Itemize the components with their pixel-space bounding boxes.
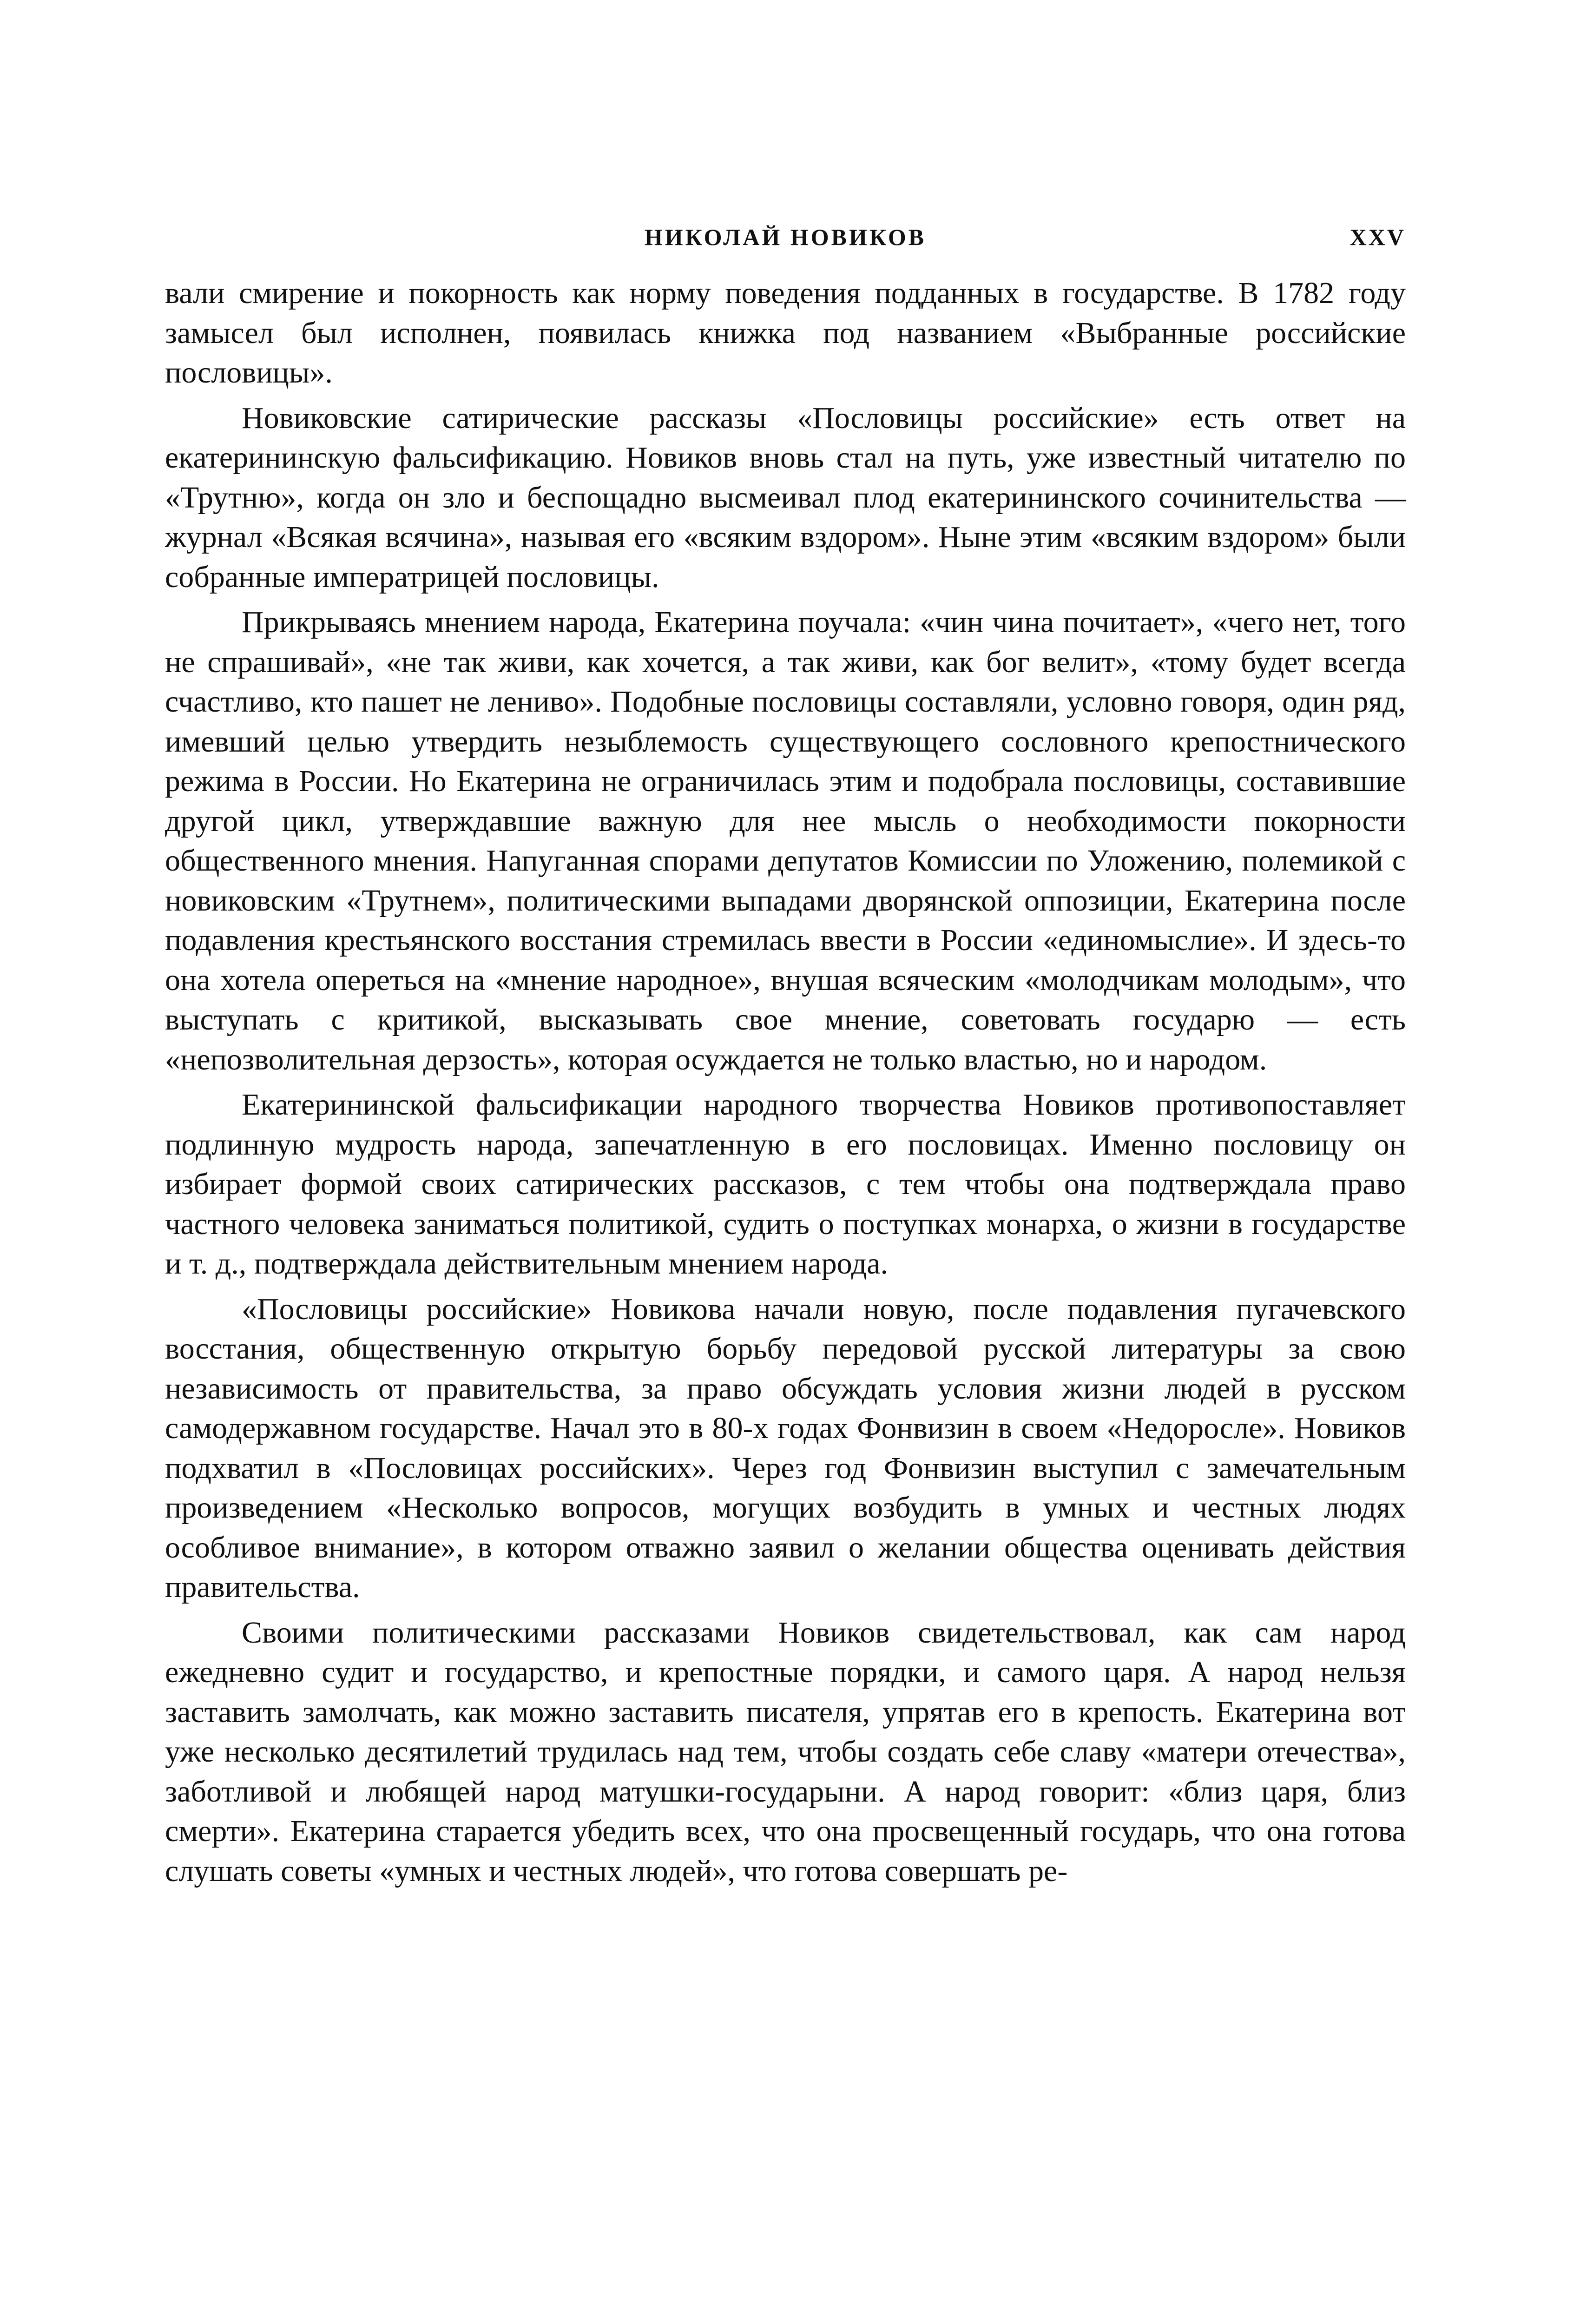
paragraph-4: Екатерининской фальсификации народного творчества Новиков противопоставляет подлинную мудрость народа, запечатленную в его пословицах. Именно пословицу он избирает формой своих сатирических рассказов, с тем чтобы она подтверждала право частного человека заниматься политикой, судить о поступках монарха, о жизни в государстве и т. д., подтверждала действительным мнением народа. [165, 1088, 1406, 1281]
page-number: XXV [1350, 224, 1406, 250]
body-text [165, 273, 1406, 1891]
paragraph-5: «Пословицы российские» Новикова начали новую, после подавления пугачевского восстания, общественную открытую борьбу передовой русской литературы за свою независимость от правительства, за право обсуждать условия жизни людей в русском самодержавном государстве. Начал это в 80-х годах Фонвизин в своем «Недоросле». Новиков подхватил в «Пословицах российских». Через год Фонвизин выступил с замечательным произведением «Несколько вопросов, могущих возбудить в умных и честных людях особливое внимание», в котором отважно заявил о желании общества оценивать действия правительства. [165, 1292, 1406, 1604]
paragraph-2: Новиковские сатирические рассказы «Пословицы российские» есть ответ на екатерининскую фальсификацию. Новиков вновь стал на путь, уже известный читателю по «Трутню», когда он зло и беспощадно высмеивал плод екатерининского сочинительства — журнал «Всякая всячина», называя его «всяким вздором». Ныне этим «всяким вздором» были собранные императрицей пословицы. [165, 401, 1406, 594]
paragraph-1: вали смирение и покорность как норму поведения подданных в государстве. В 1782 году замысел был исполнен, появилась книжка под названием «Выбранные российские пословицы». [165, 276, 1406, 390]
running-title: НИКОЛАЙ НОВИКОВ [644, 224, 927, 250]
running-head [165, 218, 1406, 256]
paragraph-6: Своими политическими рассказами Новиков свидетельствовал, как сам народ ежедневно судит и государство, и крепостные порядки, и самого царя. А народ нельзя заставить замолчать, как можно заставить писателя, упрятав его в крепость. Екатерина вот уже несколько десятилетий трудилась над тем, чтобы создать себе славу «матери отечества», заботливой и любящей народ матушки-государыни. А народ говорит: «близ царя, близ смерти». Екатерина старается убедить всех, что она просвещенный государь, что она готова слушать советы «умных и честных людей», что готова совершать ре- [165, 1615, 1406, 1888]
paragraph-3: Прикрываясь мнением народа, Екатерина поучала: «чин чина почитает», «чего нет, того не спрашивай», «не так живи, как хочется, а так живи, как бог велит», «тому будет всегда счастливо, кто пашет не лениво». Подобные пословицы составляли, условно говоря, один ряд, имевший целью утвердить незыблемость существующего сословного крепостнического режима в России. Но Екатерина не ограничилась этим и подобрала пословицы, составившие другой цикл, утверждавшие важную для нее мысль о необходимости покорности общественного мнения. Напуганная спорами депутатов Комиссии по Уложению, полемикой с новиковским «Трутнем», политическими выпадами дворянской оппозиции, Екатерина после подавления крестьянского восстания стремилась ввести в России «единомыслие». И здесь-то она хотела опереться на «мнение народное», внушая всяческим «молодчикам молодым», что выступать с критикой, высказывать свое мнение, советовать государю — есть «непозволительная дерзость», которая осуждается не только властью, но и народом. [165, 605, 1406, 1076]
book-page [165, 218, 1406, 1896]
